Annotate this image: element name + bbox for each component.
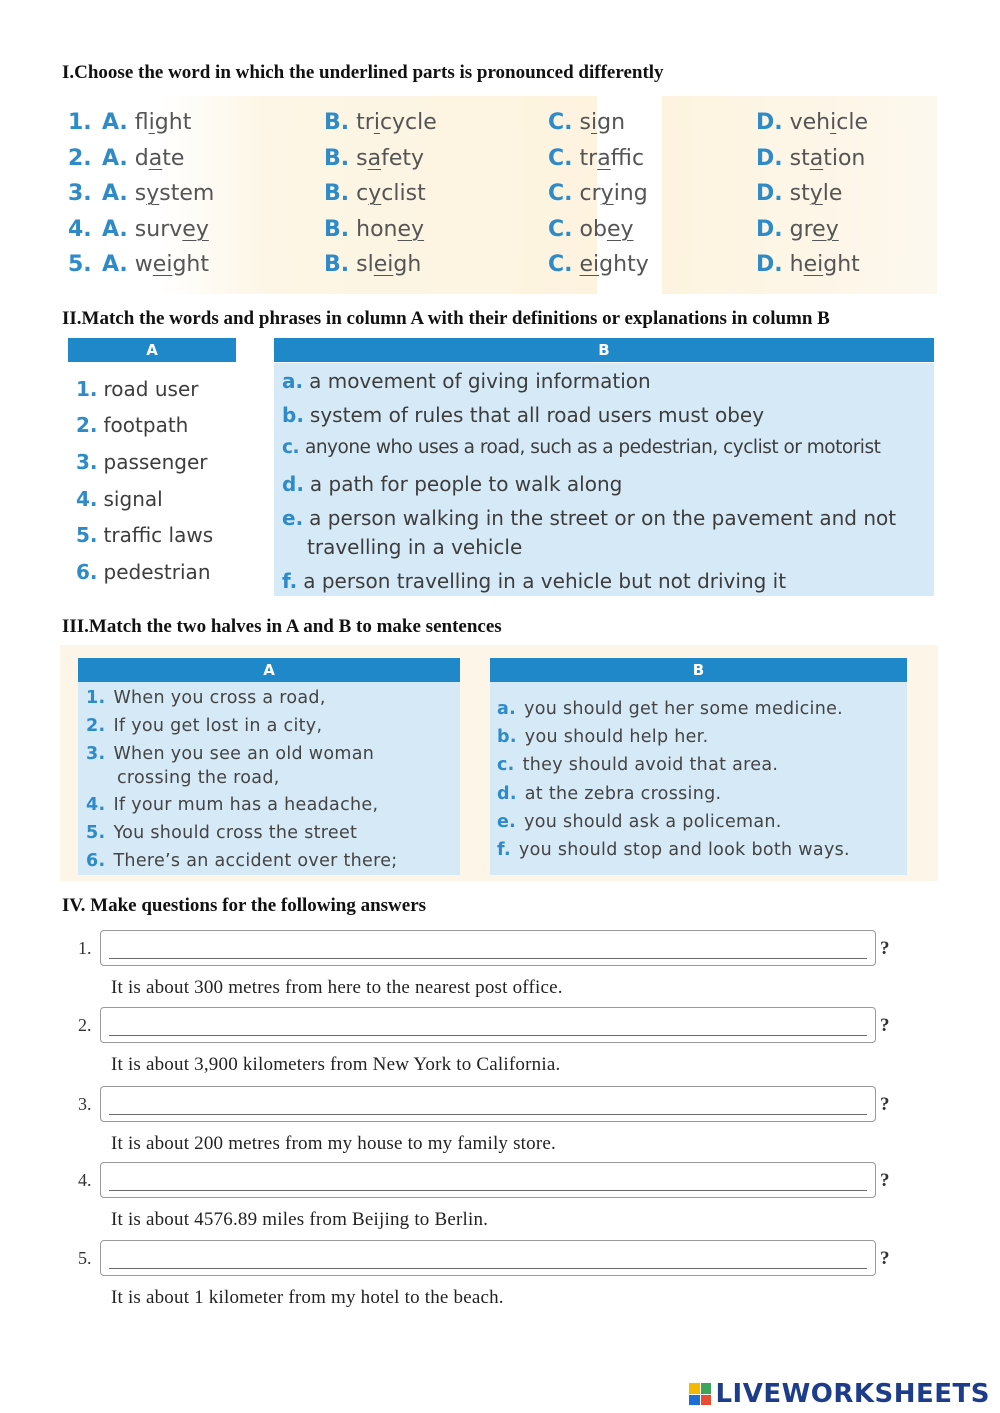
underlined-part: i <box>830 110 837 135</box>
question-number: 1. <box>68 110 92 135</box>
item-text: There’s an accident over there; <box>113 851 398 871</box>
word-part: te <box>162 145 185 171</box>
item-text: you should help her. <box>524 727 709 747</box>
word-part: ght <box>154 110 192 135</box>
column-a-item <box>76 413 188 437</box>
option-letter: C. <box>548 216 573 242</box>
underlined-part: y <box>146 181 160 206</box>
item-number: 2. <box>76 413 98 437</box>
underlined-part: y <box>368 181 382 206</box>
answer-option[interactable] <box>756 146 865 171</box>
word-part: fl <box>134 110 149 135</box>
question-input[interactable] <box>100 1086 876 1122</box>
underlined-part: ei <box>152 252 173 277</box>
answer-option[interactable] <box>324 110 437 135</box>
underlined-part: ey <box>606 216 634 242</box>
answer-option[interactable] <box>324 217 424 242</box>
answer-option[interactable] <box>324 252 421 277</box>
column-b-item <box>282 403 764 427</box>
question-mark: ? <box>880 1094 890 1115</box>
option-letter: A. <box>102 181 128 206</box>
option-letter: B. <box>324 252 350 277</box>
item-number: 3. <box>86 744 106 764</box>
given-answer: It is about 200 metres from my house to my family store. <box>111 1133 556 1154</box>
option-letter: C. <box>548 110 573 135</box>
word-part: hon <box>356 216 398 242</box>
underlined-part: i <box>590 110 598 135</box>
item-text: system of rules that all road users must obey <box>309 403 765 427</box>
answer-option[interactable] <box>102 217 209 242</box>
item-text: passenger <box>103 450 208 474</box>
word-part: w <box>134 252 153 277</box>
item-letter: a. <box>282 369 304 393</box>
question-input[interactable] <box>100 1162 876 1198</box>
item-number: 4. <box>76 487 98 511</box>
word-part: ght <box>823 252 860 277</box>
answer-line <box>109 1114 867 1115</box>
option-letter: A. <box>102 110 128 135</box>
underlined-part: a <box>367 145 382 171</box>
question-row <box>62 146 937 180</box>
item-letter: e. <box>497 812 517 832</box>
underlined-part: y <box>809 181 823 206</box>
item-text: a movement of giving information <box>309 369 651 393</box>
word-part: clist <box>381 181 426 206</box>
question-mark: ? <box>880 938 890 959</box>
item-text: When you cross a road, <box>113 688 326 708</box>
column-b-item <box>282 569 786 593</box>
question-row <box>62 181 937 215</box>
answer-option[interactable] <box>548 181 648 206</box>
column-b-item <box>282 506 896 530</box>
underlined-part: ey <box>182 216 209 242</box>
column-b-item <box>497 699 843 719</box>
word-part: s <box>356 145 368 171</box>
underlined-part: ei <box>803 252 824 277</box>
column-a-item <box>86 716 322 736</box>
given-answer: It is about 1 kilometer from my hotel to the beach. <box>111 1287 504 1308</box>
item-number: 5. <box>86 823 106 843</box>
word-part: cle <box>836 110 868 135</box>
section-2-title: II.Match the words and phrases in column A with their definitions or explanations in column B <box>62 308 830 329</box>
option-letter: B. <box>324 145 350 171</box>
item-number: 6. <box>86 851 106 871</box>
question-input[interactable] <box>100 930 876 966</box>
word-part: gr <box>789 216 813 242</box>
section-3-title: III.Match the two halves in A and B to make sentences <box>62 616 502 637</box>
item-text: If you get lost in a city, <box>113 716 323 736</box>
column-a-item <box>86 823 357 843</box>
question-mark: ? <box>880 1248 890 1269</box>
answer-option[interactable] <box>102 110 191 135</box>
item-number: 1. <box>76 377 98 401</box>
answer-option[interactable] <box>756 252 860 277</box>
answer-option[interactable] <box>324 181 426 206</box>
word-part: gh <box>393 252 422 277</box>
answer-option[interactable] <box>324 146 424 171</box>
column-a-header: A <box>68 338 236 362</box>
answer-option[interactable] <box>756 110 868 135</box>
item-text: You should cross the street <box>113 823 358 843</box>
column-b-item <box>497 812 782 832</box>
option-letter: D. <box>756 181 783 206</box>
option-letter: C. <box>548 145 573 171</box>
item-text: road user <box>103 377 199 401</box>
answer-option[interactable] <box>548 110 625 135</box>
column-a-item <box>76 560 211 584</box>
word-part: ght <box>172 252 209 277</box>
option-letter: D. <box>756 252 783 277</box>
item-text: at the zebra crossing. <box>524 784 722 804</box>
column-a-item <box>86 795 378 815</box>
item-text: footpath <box>103 413 189 437</box>
question-row <box>62 110 937 144</box>
question-input[interactable] <box>100 1240 876 1276</box>
item-letter: f. <box>497 840 511 860</box>
answer-option[interactable] <box>548 217 634 242</box>
item-letter: d. <box>497 784 517 804</box>
word-part: tr <box>579 145 598 171</box>
word-part: fety <box>381 145 425 171</box>
item-letter: c. <box>282 437 299 458</box>
item-text: you should stop and look both ways. <box>518 840 850 860</box>
word-part: veh <box>789 110 831 135</box>
answer-line <box>109 1190 867 1191</box>
item-letter: c. <box>497 755 515 775</box>
item-text: signal <box>103 487 163 511</box>
given-answer: It is about 3,900 kilometers from New York to California. <box>111 1054 561 1075</box>
word-part: tr <box>356 110 374 135</box>
item-text: If your mum has a headache, <box>113 795 379 815</box>
option-letter: D. <box>756 110 783 135</box>
column-a-item <box>76 377 198 401</box>
item-text: you should get her some medicine. <box>524 699 844 719</box>
logo-text: LIVEWORKSHEETS <box>715 1379 990 1409</box>
answer-line <box>109 958 867 959</box>
underlined-part: i <box>373 110 380 135</box>
item-letter: f. <box>282 569 298 593</box>
question-mark: ? <box>880 1015 890 1036</box>
item-text: a person travelling in a vehicle but not driving it <box>303 569 787 593</box>
option-letter: A. <box>102 252 128 277</box>
column-b-header: B <box>274 338 934 362</box>
item-letter: b. <box>282 403 304 427</box>
given-answer: It is about 4576.89 miles from Beijing to Berlin. <box>111 1209 489 1230</box>
item-text: travelling in a vehicle <box>307 535 523 559</box>
question-input[interactable] <box>100 1007 876 1043</box>
answer-line <box>109 1035 867 1036</box>
underlined-part: a <box>148 145 163 171</box>
option-letter: B. <box>324 181 350 206</box>
question-number: 2. <box>78 1015 92 1035</box>
item-number: 3. <box>76 450 98 474</box>
question-mark: ? <box>880 1170 890 1191</box>
option-letter: C. <box>548 181 573 206</box>
word-part: d <box>134 145 149 171</box>
item-text: pedestrian <box>103 560 211 584</box>
item-text: a path for people to walk along <box>309 472 623 496</box>
column-a-item <box>86 744 374 764</box>
answer-option[interactable] <box>102 181 214 206</box>
question-number: 1. <box>78 938 92 958</box>
question-number: 5. <box>68 252 92 277</box>
item-text: anyone who uses a road, such as a pedestrian, cyclist or motorist <box>305 437 881 458</box>
section-1-title: I.Choose the word in which the underlined parts is pronounced differently <box>62 62 664 83</box>
answer-option[interactable] <box>102 146 184 171</box>
column-a-item <box>76 487 163 511</box>
word-part: ob <box>579 216 607 242</box>
option-letter: B. <box>324 216 350 242</box>
question-number: 4. <box>78 1170 92 1190</box>
answer-option[interactable] <box>756 217 839 242</box>
question-number: 5. <box>78 1248 92 1268</box>
column-a-item <box>76 450 208 474</box>
question-number: 4. <box>68 216 92 242</box>
option-letter: D. <box>756 145 783 171</box>
word-part: le <box>822 181 843 206</box>
item-number: 6. <box>76 560 98 584</box>
option-letter: B. <box>324 110 350 135</box>
option-letter: A. <box>102 145 128 171</box>
word-part: tion <box>823 145 866 171</box>
word-part: cr <box>579 181 601 206</box>
word-part: surv <box>134 216 183 242</box>
item-number: 4. <box>86 795 106 815</box>
column-b-item <box>282 437 880 458</box>
word-part: c <box>356 181 369 206</box>
underlined-part: ei <box>373 252 394 277</box>
item-number: 2. <box>86 716 106 736</box>
underlined-part: ei <box>579 252 600 277</box>
answer-line <box>109 1268 867 1269</box>
answer-option[interactable] <box>756 181 842 206</box>
question-number: 3. <box>68 181 92 206</box>
item-number: 1. <box>86 688 106 708</box>
underlined-part: ey <box>397 216 425 242</box>
column-b-item <box>497 840 850 860</box>
column-b-item <box>307 535 522 559</box>
column-b-item <box>282 369 651 393</box>
answer-option[interactable] <box>548 252 649 277</box>
item-text: a person walking in the street or on the pavement and not <box>309 506 897 530</box>
item-text: you should ask a policeman. <box>524 812 782 832</box>
section-4-title: IV. Make questions for the following answers <box>62 895 427 916</box>
column-b-item <box>497 727 708 747</box>
item-number: 5. <box>76 523 98 547</box>
item-letter: a. <box>497 699 517 719</box>
answer-option[interactable] <box>548 146 644 171</box>
column-a-item <box>76 523 213 547</box>
option-letter: C. <box>548 252 573 277</box>
column-a-item <box>86 851 397 871</box>
word-part: ffic <box>610 145 645 171</box>
word-part: cycle <box>379 110 437 135</box>
column-a-item <box>86 688 326 708</box>
column-b-item <box>282 472 622 496</box>
underlined-part: a <box>597 145 611 171</box>
logo-icon <box>689 1383 711 1405</box>
item-text: When you see an old woman <box>113 744 375 764</box>
column-a-item <box>117 768 280 788</box>
underlined-part: i <box>148 110 155 135</box>
column-b-header: B <box>490 658 907 682</box>
word-part: s <box>579 110 591 135</box>
pronunciation-exercise <box>62 96 937 294</box>
word-part: sl <box>356 252 374 277</box>
word-part: st <box>789 145 810 171</box>
word-part: stem <box>159 181 215 206</box>
option-letter: A. <box>102 216 128 242</box>
liveworksheets-logo <box>689 1379 990 1409</box>
answer-option[interactable] <box>102 252 209 277</box>
item-letter: e. <box>282 506 304 530</box>
underlined-part: ey <box>812 216 839 242</box>
word-part: gn <box>597 110 626 135</box>
question-row <box>62 217 937 251</box>
item-text: crossing the road, <box>117 768 280 788</box>
item-letter: b. <box>497 727 517 747</box>
question-number: 2. <box>68 145 92 171</box>
word-part: ghty <box>599 252 649 277</box>
item-letter: d. <box>282 472 304 496</box>
item-text: they should avoid that area. <box>522 755 779 775</box>
given-answer: It is about 300 metres from here to the nearest post office. <box>111 977 563 998</box>
option-letter: D. <box>756 216 783 242</box>
underlined-part: y <box>600 181 614 206</box>
word-part: ing <box>613 181 648 206</box>
column-a-header: A <box>78 658 460 682</box>
item-text: traffic laws <box>103 523 214 547</box>
column-b-item <box>497 784 721 804</box>
column-b-item <box>497 755 778 775</box>
word-part: s <box>134 181 147 206</box>
question-number: 3. <box>78 1094 92 1114</box>
underlined-part: a <box>809 145 824 171</box>
question-row <box>62 252 937 286</box>
word-part: h <box>789 252 804 277</box>
word-part: st <box>789 181 810 206</box>
